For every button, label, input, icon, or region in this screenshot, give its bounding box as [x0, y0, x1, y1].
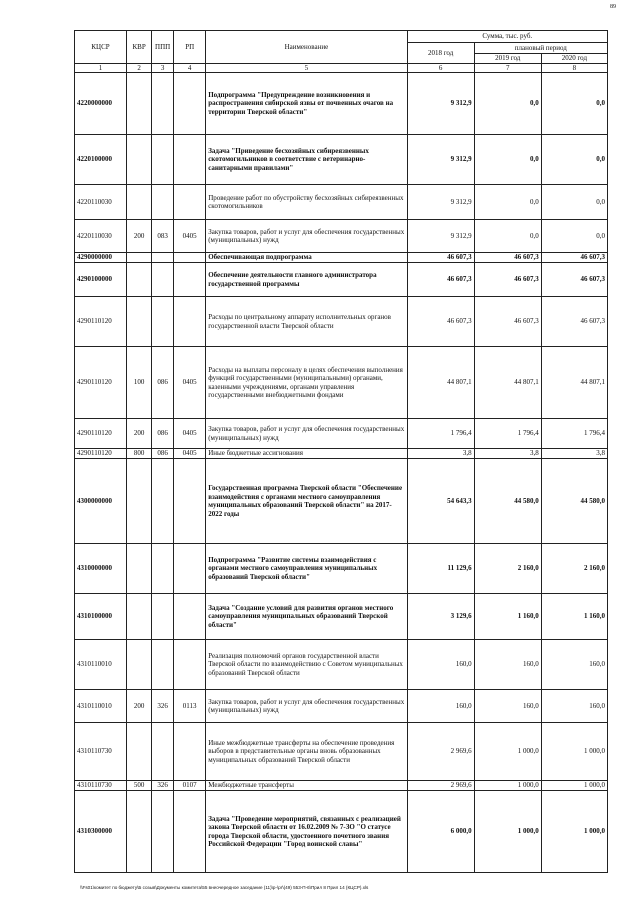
row-amount-2019: 1 000,0: [474, 723, 541, 781]
row-ppp: [152, 791, 174, 873]
row-code: 4290110120: [75, 347, 127, 419]
row-kvr: [127, 185, 152, 220]
row-name: Расходы на выплаты персоналу в целях обеспечения выполнения функций государственными (муниципальными) органами, казенными учреждениями, органами управления государственными внебюджетными фондами: [206, 347, 407, 419]
row-kvr: 200: [127, 690, 152, 723]
row-amount-2018: 44 807,1: [407, 347, 474, 419]
row-kvr: 500: [127, 781, 152, 791]
row-rp: [174, 73, 206, 135]
row-code: 4310100000: [75, 594, 127, 640]
row-ppp: 326: [152, 690, 174, 723]
row-name: Закупка товаров, работ и услуг для обеспечения государственных (муниципальных) нужд: [206, 690, 407, 723]
row-code: 4310300000: [75, 791, 127, 873]
table-row: [75, 419, 608, 449]
row-name: Государственная программа Тверской области "Обеспечение взаимодействия с органами местного самоуправления муниципальных образований Тверской области" на 2017-2022 годы: [206, 459, 407, 544]
row-amount-2019: 160,0: [474, 640, 541, 690]
table-row: [75, 791, 608, 873]
row-kvr: [127, 73, 152, 135]
row-rp: [174, 263, 206, 297]
column-number: 2: [127, 64, 152, 73]
table-body: [75, 73, 608, 873]
row-name: Закупка товаров, работ и услуг для обеспечения государственных (муниципальных) нужд: [206, 419, 407, 449]
row-amount-2018: 160,0: [407, 640, 474, 690]
column-number: 3: [152, 64, 174, 73]
row-rp: [174, 459, 206, 544]
row-amount-2018: 46 607,3: [407, 263, 474, 297]
row-ppp: [152, 544, 174, 594]
row-amount-2018: 160,0: [407, 690, 474, 723]
row-amount-2020: 46 607,3: [541, 297, 607, 347]
row-amount-2020: 0,0: [541, 135, 607, 185]
table-row: [75, 544, 608, 594]
row-code: 4290000000: [75, 253, 127, 263]
row-kvr: [127, 791, 152, 873]
page-number: 89: [610, 4, 616, 10]
row-ppp: 086: [152, 347, 174, 419]
row-amount-2020: 44 807,1: [541, 347, 607, 419]
row-name: Межбюджетные трансферты: [206, 781, 407, 791]
row-amount-2018: 3,8: [407, 449, 474, 459]
row-code: 4310110010: [75, 690, 127, 723]
row-amount-2020: 2 160,0: [541, 544, 607, 594]
row-code: 4220100000: [75, 135, 127, 185]
row-amount-2020: 0,0: [541, 185, 607, 220]
row-name: Задача "Создание условий для развития органов местного самоуправления муниципальных образований Тверской области": [206, 594, 407, 640]
table-row: [75, 781, 608, 791]
row-amount-2019: 46 607,3: [474, 297, 541, 347]
row-name: Подпрограмма "Развитие системы взаимодействия с органами местного самоуправления муниципальных образований Тверской области": [206, 544, 407, 594]
row-amount-2019: 0,0: [474, 73, 541, 135]
row-rp: [174, 640, 206, 690]
row-amount-2019: 46 607,3: [474, 253, 541, 263]
row-amount-2018: 54 643,3: [407, 459, 474, 544]
row-code: 4310110010: [75, 640, 127, 690]
row-rp: [174, 544, 206, 594]
row-amount-2018: 9 312,9: [407, 135, 474, 185]
row-rp: [174, 185, 206, 220]
row-amount-2018: 9 312,9: [407, 73, 474, 135]
row-kvr: 800: [127, 449, 152, 459]
row-code: 4220000000: [75, 73, 127, 135]
row-kvr: [127, 723, 152, 781]
row-rp: [174, 297, 206, 347]
row-kvr: [127, 640, 152, 690]
row-kvr: [127, 263, 152, 297]
row-kvr: [127, 544, 152, 594]
row-ppp: [152, 297, 174, 347]
row-kvr: [127, 253, 152, 263]
row-name: Обеспечивающая подпрограмма: [206, 253, 407, 263]
column-number: 6: [407, 64, 474, 73]
column-number: 8: [541, 64, 607, 73]
table-row: [75, 263, 608, 297]
row-amount-2020: 1 160,0: [541, 594, 607, 640]
row-code: 4310110730: [75, 781, 127, 791]
row-code: 4290110120: [75, 297, 127, 347]
row-amount-2018: 3 129,6: [407, 594, 474, 640]
row-amount-2020: 46 607,3: [541, 253, 607, 263]
row-amount-2020: 46 607,3: [541, 263, 607, 297]
row-name: Закупка товаров, работ и услуг для обеспечения государственных (муниципальных) нужд: [206, 220, 407, 253]
row-amount-2020: 0,0: [541, 73, 607, 135]
row-amount-2020: 1 000,0: [541, 791, 607, 873]
row-name: Иные бюджетные ассигнования: [206, 449, 407, 459]
row-name: Реализация полномочий органов государственной власти Тверской области по взаимодействию с Советом муниципальных образований Тверской области: [206, 640, 407, 690]
header-sum: Сумма, тыс. руб.: [407, 31, 607, 43]
table-row: [75, 640, 608, 690]
row-kvr: [127, 459, 152, 544]
header-year-2020: 2020 год: [541, 54, 607, 64]
header-name: Наименование: [206, 31, 407, 64]
row-amount-2020: 1 796,4: [541, 419, 607, 449]
column-number: 7: [474, 64, 541, 73]
row-code: 4220110030: [75, 185, 127, 220]
table-row: [75, 253, 608, 263]
row-amount-2019: 0,0: [474, 220, 541, 253]
row-name: Задача "Проведение мероприятий, связанных с реализацией закона Тверской области от 16.02.2009 № 7-ЗО "О статусе города Тверской области, удостоенного почетного звания Российской Федерации "Город воинской славы": [206, 791, 407, 873]
table-row: [75, 723, 608, 781]
row-ppp: [152, 73, 174, 135]
row-rp: [174, 791, 206, 873]
row-kvr: [127, 594, 152, 640]
row-kvr: [127, 297, 152, 347]
header-kvr: КВР: [127, 31, 152, 64]
row-code: 4290110120: [75, 449, 127, 459]
row-kvr: 200: [127, 419, 152, 449]
row-rp: 0113: [174, 690, 206, 723]
row-amount-2020: 1 000,0: [541, 723, 607, 781]
row-ppp: [152, 640, 174, 690]
row-amount-2020: 160,0: [541, 640, 607, 690]
row-amount-2018: 46 607,3: [407, 297, 474, 347]
row-amount-2019: 0,0: [474, 185, 541, 220]
row-code: 4290100000: [75, 263, 127, 297]
row-ppp: 083: [152, 220, 174, 253]
row-name: Расходы по центральному аппарату исполнительных органов государственной власти Тверской области: [206, 297, 407, 347]
header-ppp: ППП: [152, 31, 174, 64]
file-path-footer: \\Fs01\комитет по бюджету\Б созыв\Документы комитета\55 внеочередное заседание (11)\p-\pr\(49) 553-П-6\Прил 8 Прил 14 (КЦСР).xls: [80, 885, 369, 890]
row-amount-2019: 3,8: [474, 449, 541, 459]
table-row: [75, 135, 608, 185]
row-amount-2019: 44 580,0: [474, 459, 541, 544]
row-rp: 0405: [174, 449, 206, 459]
row-amount-2019: 46 607,3: [474, 263, 541, 297]
row-ppp: [152, 185, 174, 220]
row-code: 4220110030: [75, 220, 127, 253]
table-row: [75, 73, 608, 135]
header-year-2019: 2019 год: [474, 54, 541, 64]
column-number: 1: [75, 64, 127, 73]
row-amount-2019: 1 796,4: [474, 419, 541, 449]
row-ppp: [152, 253, 174, 263]
table-row: [75, 594, 608, 640]
row-amount-2018: 46 607,3: [407, 253, 474, 263]
row-amount-2019: 44 807,1: [474, 347, 541, 419]
row-amount-2019: 1 160,0: [474, 594, 541, 640]
row-amount-2018: 11 129,6: [407, 544, 474, 594]
table-row: [75, 347, 608, 419]
row-rp: 0405: [174, 419, 206, 449]
table-row: [75, 449, 608, 459]
row-name: Обеспечение деятельности главного администратора государственной программы: [206, 263, 407, 297]
row-rp: [174, 135, 206, 185]
row-ppp: 086: [152, 449, 174, 459]
table-row: [75, 690, 608, 723]
row-amount-2019: 2 160,0: [474, 544, 541, 594]
row-code: 4290110120: [75, 419, 127, 449]
column-number: 5: [206, 64, 407, 73]
row-rp: 0405: [174, 220, 206, 253]
header-rp: РП: [174, 31, 206, 64]
column-number: 4: [174, 64, 206, 73]
row-amount-2018: 2 969,6: [407, 723, 474, 781]
header-planned-period: плановый период: [474, 43, 607, 54]
row-rp: 0405: [174, 347, 206, 419]
row-code: 4310000000: [75, 544, 127, 594]
row-amount-2018: 1 796,4: [407, 419, 474, 449]
row-rp: [174, 253, 206, 263]
row-amount-2020: 1 000,0: [541, 781, 607, 791]
table-row: [75, 459, 608, 544]
row-ppp: 326: [152, 781, 174, 791]
row-ppp: [152, 723, 174, 781]
row-code: 4300000000: [75, 459, 127, 544]
row-rp: [174, 594, 206, 640]
row-kvr: 100: [127, 347, 152, 419]
row-ppp: 086: [152, 419, 174, 449]
row-code: 4310110730: [75, 723, 127, 781]
row-ppp: [152, 135, 174, 185]
table-row: [75, 185, 608, 220]
row-amount-2018: 9 312,9: [407, 220, 474, 253]
header-year-2018: 2018 год: [407, 43, 474, 64]
row-amount-2018: 9 312,9: [407, 185, 474, 220]
column-number-row: [75, 64, 608, 73]
row-ppp: [152, 263, 174, 297]
table-row: [75, 220, 608, 253]
header-kcsr: КЦСР: [75, 31, 127, 64]
row-amount-2018: 6 000,0: [407, 791, 474, 873]
row-amount-2020: 44 580,0: [541, 459, 607, 544]
row-amount-2020: 0,0: [541, 220, 607, 253]
row-name: Проведение работ по обустройству бесхозяйных сибиреязвенных скотомогильников: [206, 185, 407, 220]
row-ppp: [152, 459, 174, 544]
row-name: Иные межбюджетные трансферты на обеспечение проведения выборов в представительные органы вновь образованных муниципальных образований Тверской области: [206, 723, 407, 781]
row-amount-2019: 1 000,0: [474, 781, 541, 791]
budget-table: [74, 30, 608, 873]
row-amount-2019: 160,0: [474, 690, 541, 723]
row-name: Подпрограмма "Предупреждение возникновения и распространения сибирской язвы от почвенных очагов на территории Тверской области": [206, 73, 407, 135]
row-name: Задача "Приведение бесхозяйных сибиреязвенных скотомогильников в соответствие с ветеринарно-санитарными правилами": [206, 135, 407, 185]
row-rp: [174, 723, 206, 781]
row-amount-2018: 2 969,6: [407, 781, 474, 791]
table-row: [75, 297, 608, 347]
row-amount-2019: 1 000,0: [474, 791, 541, 873]
row-amount-2019: 0,0: [474, 135, 541, 185]
row-ppp: [152, 594, 174, 640]
row-amount-2020: 160,0: [541, 690, 607, 723]
row-kvr: 200: [127, 220, 152, 253]
row-kvr: [127, 135, 152, 185]
row-rp: 0107: [174, 781, 206, 791]
row-amount-2020: 3,8: [541, 449, 607, 459]
